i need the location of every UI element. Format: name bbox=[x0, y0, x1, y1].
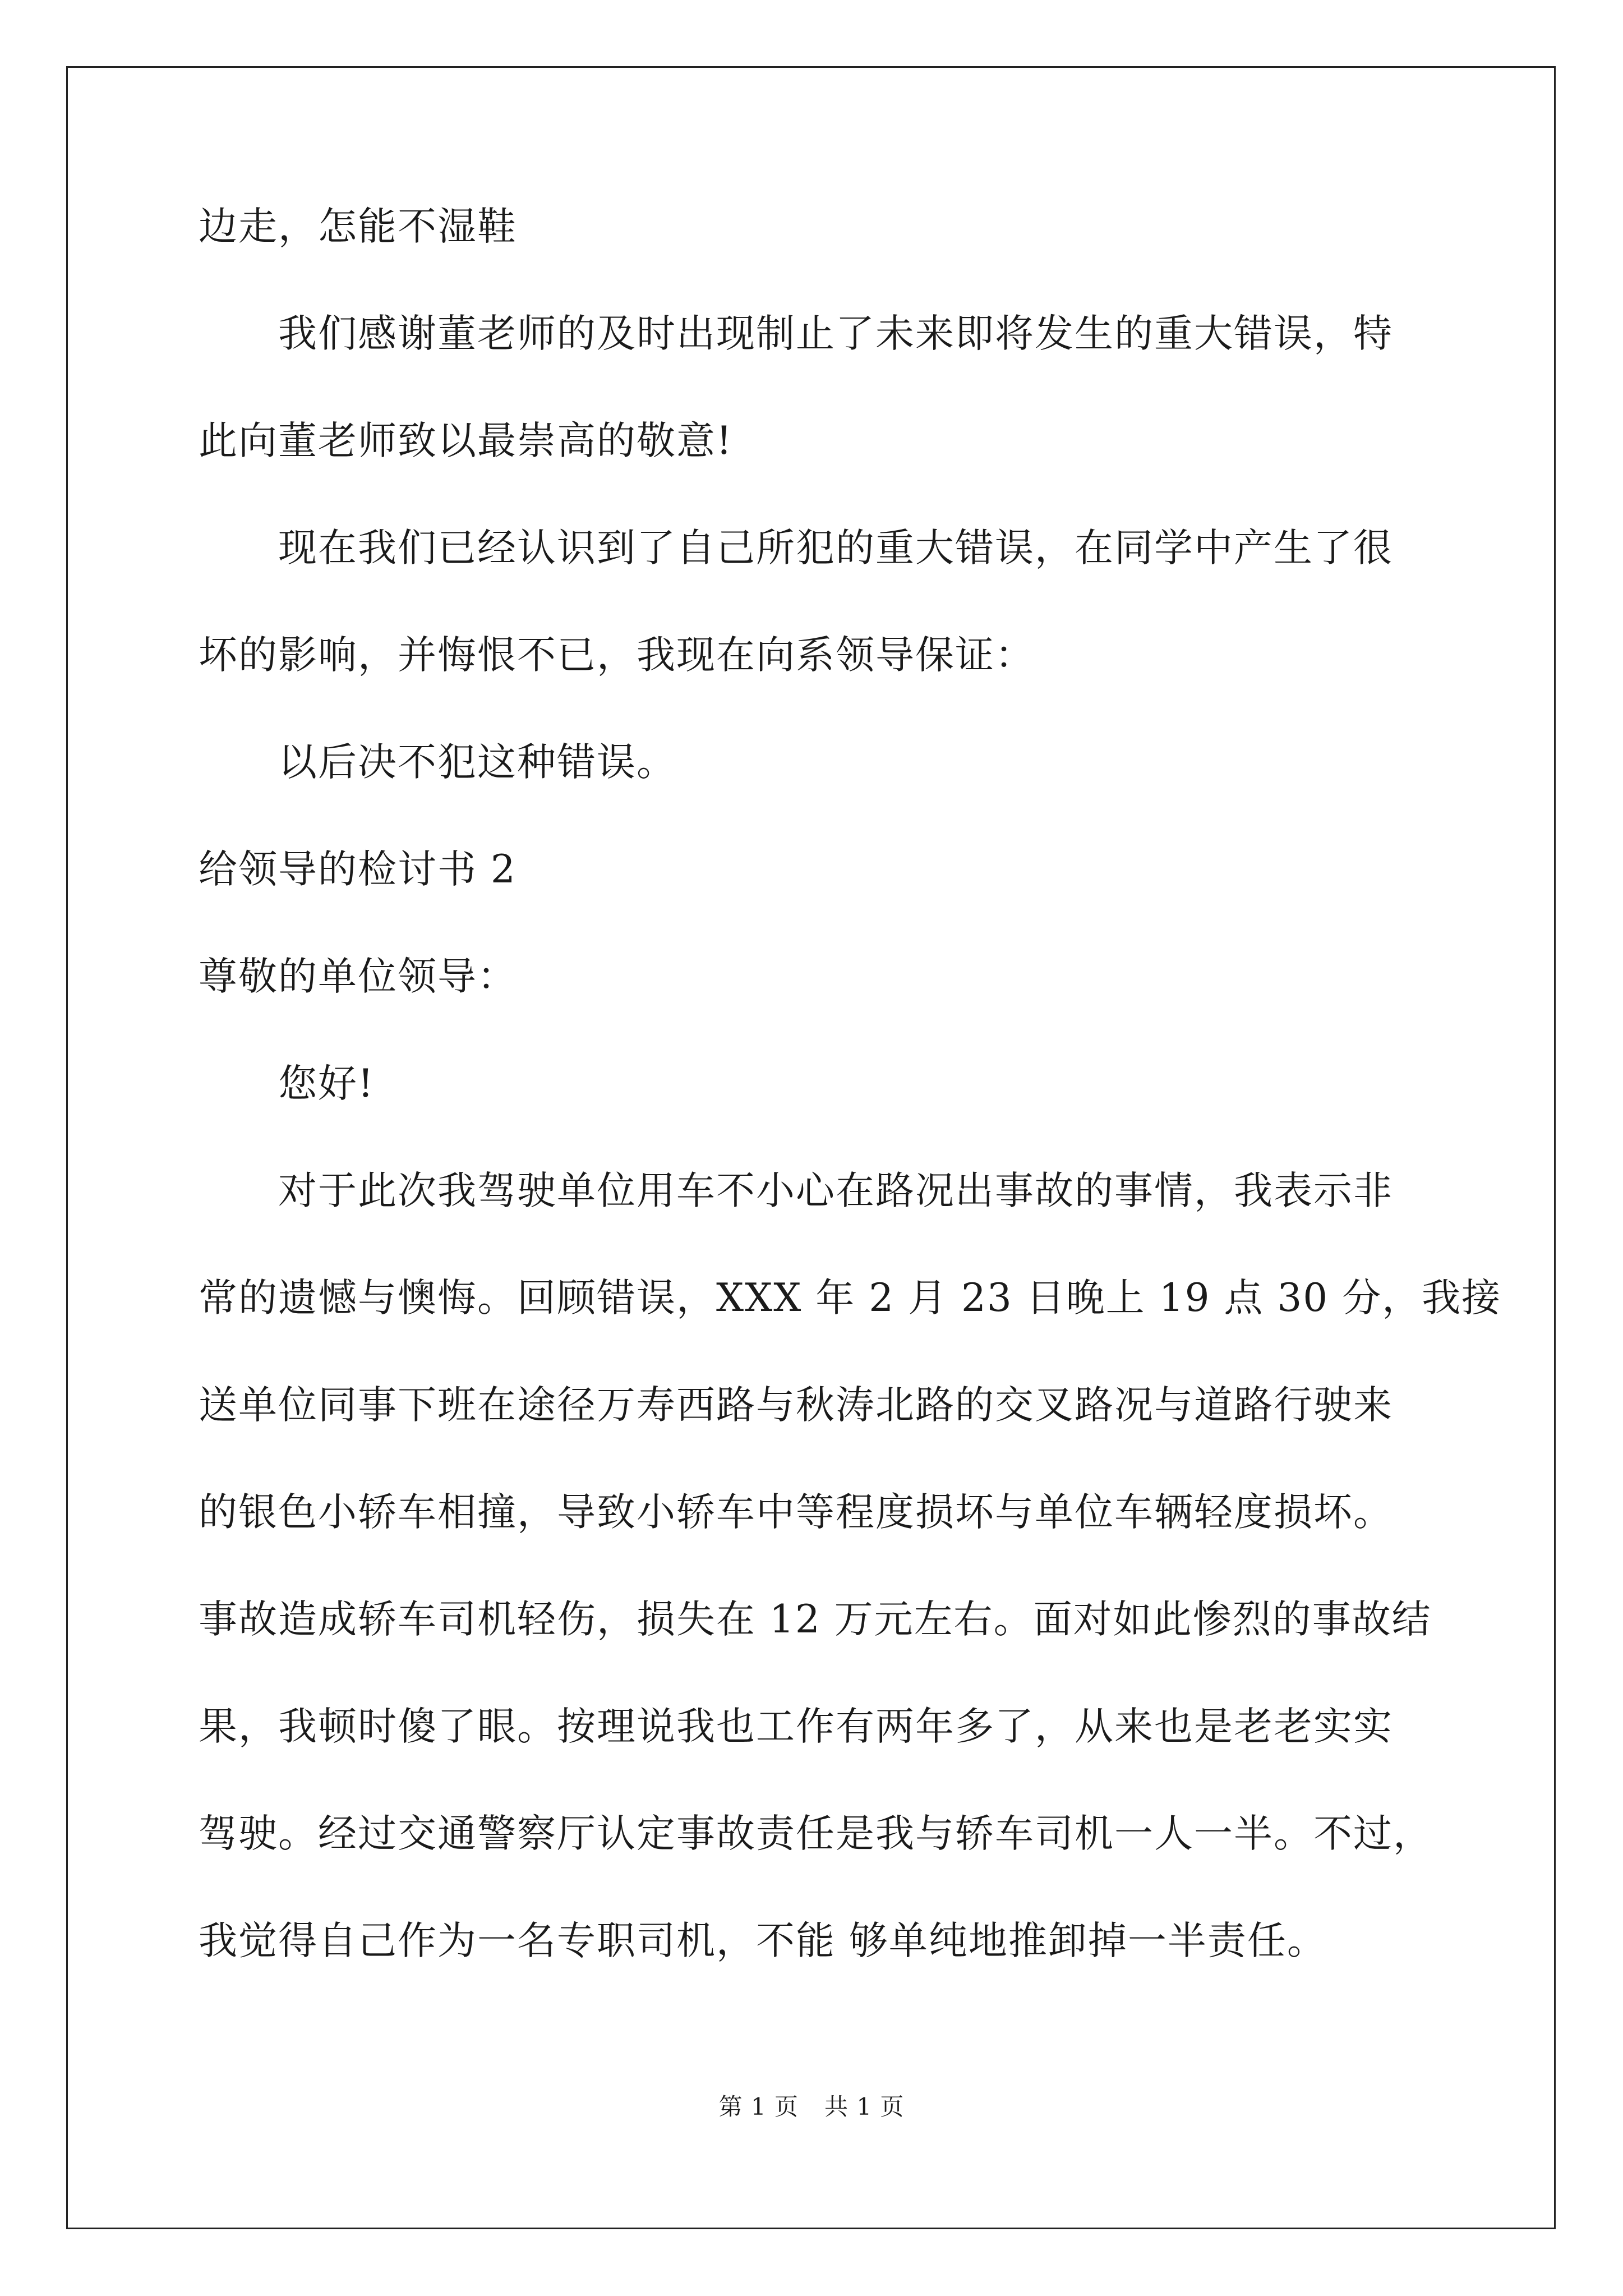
text-line-14: 事故造成轿车司机轻伤，损失在 12 万元左右。面对如此惨烈的事故结 bbox=[199, 1597, 1432, 1642]
text-line-17: 我觉得自己作为一名专职司机，不能 够单纯地推卸掉一半责任。 bbox=[199, 1918, 1327, 1963]
text-line-13: 的银色小轿车相撞，导致小轿车中等程度损坏与单位车辆轻度损坏。 bbox=[199, 1490, 1393, 1535]
greeting: 您好! bbox=[278, 1061, 375, 1106]
page-footer bbox=[0, 2094, 1623, 2120]
salutation: 尊敬的单位领导： bbox=[199, 954, 517, 999]
text-line-4: 现在我们已经认识到了自己所犯的重大错误，在同学中产生了很 bbox=[278, 526, 1393, 570]
text-line-16: 驾驶。经过交通警察厅认定事故责任是我与轿车司机一人一半。不过， bbox=[199, 1811, 1433, 1856]
section-title: 给领导的检讨书 2 bbox=[199, 847, 517, 892]
text-line-6: 以后决不犯这种错误。 bbox=[278, 740, 676, 785]
document-body bbox=[199, 204, 1502, 2029]
text-line-5: 坏的影响，并悔恨不已，我现在向系领导保证： bbox=[199, 633, 1035, 678]
text-line-2: 我们感谢董老师的及时出现制止了未来即将发生的重大错误，特 bbox=[278, 311, 1393, 356]
text-line-11: 常的遗憾与懊悔。回顾错误，XXX 年 2 月 23 日晚上 19 点 30 分，我接 bbox=[199, 1276, 1502, 1320]
page-number-total: 共 1 页 bbox=[824, 2093, 905, 2120]
text-line-15: 果，我顿时傻了眼。按理说我也工作有两年多了，从来也是老老实实 bbox=[199, 1704, 1393, 1749]
page-number-current: 第 1 页 bbox=[718, 2093, 799, 2120]
text-line-10: 对于此次我驾驶单位用车不小心在路况出事故的事情，我表示非 bbox=[278, 1168, 1393, 1213]
text-line-12: 送单位同事下班在途径万寿西路与秋涛北路的交叉路况与道路行驶来 bbox=[199, 1383, 1393, 1428]
text-line-1: 边走，怎能不湿鞋 bbox=[199, 204, 517, 249]
text-line-3: 此向董老师致以最崇高的敬意! bbox=[199, 418, 733, 463]
